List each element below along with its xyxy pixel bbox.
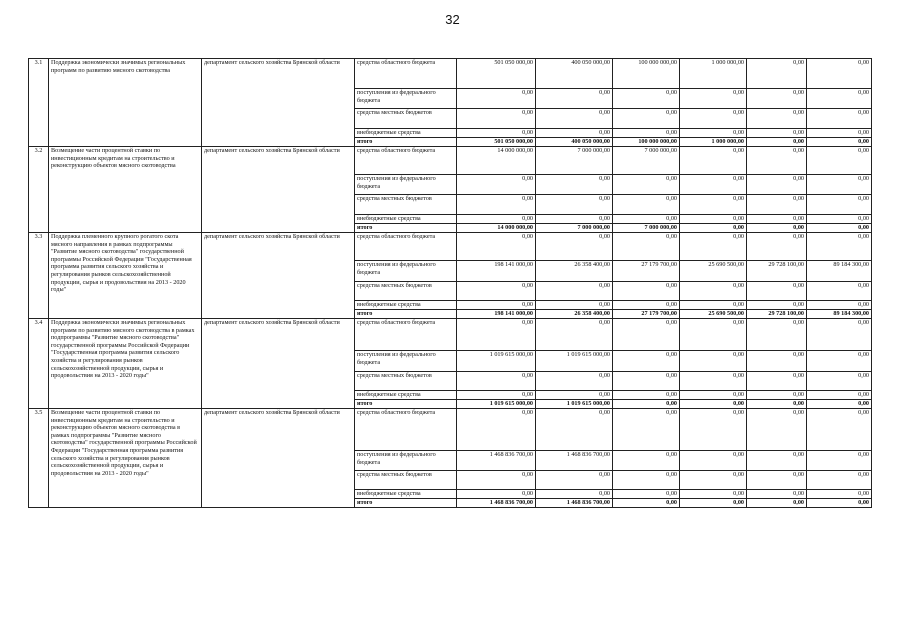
amount-cell: 0,00 <box>680 471 747 490</box>
funding-source-label: внебюджетные средства <box>355 391 457 400</box>
funding-source-label: средства местных бюджетов <box>355 372 457 391</box>
funding-source-label: поступления из федерального бюджета <box>355 261 457 282</box>
amount-cell: 0,00 <box>680 282 747 301</box>
amount-cell: 0,00 <box>807 175 872 195</box>
amount-cell: 0,00 <box>680 499 747 508</box>
amount-cell: 14 000 000,00 <box>457 224 536 233</box>
amount-cell: 0,00 <box>807 471 872 490</box>
amount-cell: 0,00 <box>680 215 747 224</box>
funding-source-label: средства областного бюджета <box>355 319 457 351</box>
amount-cell: 400 050 000,00 <box>536 138 613 147</box>
amount-cell: 0,00 <box>680 89 747 109</box>
amount-cell: 100 000 000,00 <box>613 59 680 89</box>
amount-cell: 27 179 700,00 <box>613 261 680 282</box>
funding-source-label: поступления из федерального бюджета <box>355 351 457 372</box>
funding-source-label: средства местных бюджетов <box>355 109 457 129</box>
funding-source-label: итого <box>355 138 457 147</box>
amount-cell: 0,00 <box>613 109 680 129</box>
amount-cell: 26 358 400,00 <box>536 261 613 282</box>
amount-cell: 0,00 <box>680 224 747 233</box>
amount-cell: 0,00 <box>613 301 680 310</box>
amount-cell: 0,00 <box>536 195 613 215</box>
amount-cell: 501 050 000,00 <box>457 138 536 147</box>
amount-cell: 0,00 <box>536 89 613 109</box>
amount-cell: 0,00 <box>747 319 807 351</box>
amount-cell: 0,00 <box>613 233 680 261</box>
executor: департамент сельского хозяйства Брянской области <box>202 59 355 147</box>
amount-cell: 0,00 <box>747 147 807 175</box>
amount-cell: 0,00 <box>747 175 807 195</box>
amount-cell: 0,00 <box>807 372 872 391</box>
amount-cell: 0,00 <box>680 129 747 138</box>
row-index: 3.2 <box>29 147 49 233</box>
amount-cell: 0,00 <box>457 175 536 195</box>
amount-cell: 7 000 000,00 <box>536 224 613 233</box>
funding-source-label: средства местных бюджетов <box>355 282 457 301</box>
amount-cell: 0,00 <box>536 233 613 261</box>
amount-cell: 0,00 <box>457 109 536 129</box>
amount-cell: 198 141 000,00 <box>457 261 536 282</box>
amount-cell: 0,00 <box>747 372 807 391</box>
amount-cell: 0,00 <box>747 89 807 109</box>
amount-cell: 0,00 <box>807 490 872 499</box>
amount-cell: 0,00 <box>536 372 613 391</box>
amount-cell: 0,00 <box>536 391 613 400</box>
amount-cell: 0,00 <box>613 499 680 508</box>
amount-cell: 0,00 <box>747 351 807 372</box>
amount-cell: 1 019 615 000,00 <box>457 351 536 372</box>
amount-cell: 0,00 <box>807 233 872 261</box>
amount-cell: 0,00 <box>747 499 807 508</box>
amount-cell: 0,00 <box>613 490 680 499</box>
amount-cell: 0,00 <box>680 451 747 471</box>
amount-cell: 0,00 <box>457 490 536 499</box>
amount-cell: 0,00 <box>680 409 747 451</box>
amount-cell: 0,00 <box>807 391 872 400</box>
amount-cell: 0,00 <box>613 451 680 471</box>
amount-cell: 0,00 <box>680 490 747 499</box>
amount-cell: 100 000 000,00 <box>613 138 680 147</box>
amount-cell: 1 468 836 700,00 <box>536 499 613 508</box>
amount-cell: 0,00 <box>680 233 747 261</box>
amount-cell: 0,00 <box>807 351 872 372</box>
amount-cell: 7 000 000,00 <box>613 147 680 175</box>
amount-cell: 0,00 <box>680 109 747 129</box>
row-index: 3.1 <box>29 59 49 147</box>
amount-cell: 0,00 <box>457 215 536 224</box>
funding-source-label: внебюджетные средства <box>355 129 457 138</box>
amount-cell: 0,00 <box>680 391 747 400</box>
funding-source-label: поступления из федерального бюджета <box>355 451 457 471</box>
amount-cell: 0,00 <box>807 215 872 224</box>
funding-source-label: средства областного бюджета <box>355 233 457 261</box>
amount-cell: 0,00 <box>536 109 613 129</box>
amount-cell: 25 690 500,00 <box>680 310 747 319</box>
amount-cell: 89 184 300,00 <box>807 261 872 282</box>
amount-cell: 0,00 <box>613 351 680 372</box>
amount-cell: 1 000 000,00 <box>680 59 747 89</box>
amount-cell: 0,00 <box>457 233 536 261</box>
amount-cell: 0,00 <box>536 282 613 301</box>
amount-cell: 400 050 000,00 <box>536 59 613 89</box>
amount-cell: 0,00 <box>457 391 536 400</box>
measure-description: Поддержка экономически значимых региональных программ по развитию мясного скотоводства в рамках подпрограммы "Развитие мясного скотоводства" государственной программы Российской Федерации "Государственная программа развития сельского хозяйства и регулирования рынков сельскохозяйственной продукции, сырья и продовольствия на 2013 - 2020 годы" <box>49 319 202 409</box>
funding-source-label: итого <box>355 400 457 409</box>
amount-cell: 0,00 <box>536 175 613 195</box>
measure-description: Поддержка племенного крупного рогатого скота мясного направления в рамках подпрограммы "Развитие мясного скотоводства" государственной программы Российской Федерации "Государственная программа развития сельского хозяйства и регулирования рынков сельскохозяйственной продукции, сырья и продовольствия на 2013 - 2020 годы" <box>49 233 202 319</box>
amount-cell: 1 019 615 000,00 <box>536 351 613 372</box>
measure-description: Возмещение части процентной ставки по инвестиционным кредитам на строительство и реконструкцию объектов мясного скотоводства в рамках подпрограммы "Развитие мясного скотоводства" государственной программы Российской Федерации "Государственная программа развития сельского хозяйства и регулирования рынков сельскохозяйственной продукции, сырья и продовольствия на 2013 - 2020 годы" <box>49 409 202 508</box>
executor: департамент сельского хозяйства Брянской области <box>202 147 355 233</box>
row-index: 3.4 <box>29 319 49 409</box>
table-body <box>29 59 872 508</box>
amount-cell: 0,00 <box>747 409 807 451</box>
amount-cell: 0,00 <box>457 319 536 351</box>
amount-cell: 0,00 <box>613 471 680 490</box>
amount-cell: 1 468 836 700,00 <box>457 499 536 508</box>
amount-cell: 0,00 <box>613 89 680 109</box>
amount-cell: 0,00 <box>613 391 680 400</box>
amount-cell: 0,00 <box>457 301 536 310</box>
amount-cell: 0,00 <box>747 215 807 224</box>
measure-description: Возмещение части процентной ставки по инвестиционным кредитам на строительство и реконструкцию объектов мясного скотоводства <box>49 147 202 233</box>
amount-cell: 0,00 <box>807 499 872 508</box>
measure-description: Поддержка экономически значимых региональных программ по развитию мясного скотоводства <box>49 59 202 147</box>
amount-cell: 25 690 500,00 <box>680 261 747 282</box>
amount-cell: 0,00 <box>807 195 872 215</box>
table-row <box>29 59 872 89</box>
amount-cell: 0,00 <box>536 129 613 138</box>
amount-cell: 198 141 000,00 <box>457 310 536 319</box>
funding-source-label: средства местных бюджетов <box>355 195 457 215</box>
amount-cell: 0,00 <box>807 129 872 138</box>
amount-cell: 0,00 <box>536 301 613 310</box>
amount-cell: 1 019 615 000,00 <box>536 400 613 409</box>
table-row <box>29 319 872 351</box>
amount-cell: 0,00 <box>807 147 872 175</box>
amount-cell: 0,00 <box>536 490 613 499</box>
executor: департамент сельского хозяйства Брянской области <box>202 233 355 319</box>
amount-cell: 0,00 <box>747 129 807 138</box>
amount-cell: 1 019 615 000,00 <box>457 400 536 409</box>
amount-cell: 0,00 <box>747 451 807 471</box>
amount-cell: 0,00 <box>457 409 536 451</box>
amount-cell: 0,00 <box>747 471 807 490</box>
amount-cell: 0,00 <box>536 319 613 351</box>
executor: департамент сельского хозяйства Брянской области <box>202 319 355 409</box>
amount-cell: 0,00 <box>680 301 747 310</box>
amount-cell: 0,00 <box>807 89 872 109</box>
amount-cell: 501 050 000,00 <box>457 59 536 89</box>
amount-cell: 0,00 <box>457 89 536 109</box>
amount-cell: 29 728 100,00 <box>747 261 807 282</box>
amount-cell: 0,00 <box>680 400 747 409</box>
funding-source-label: средства областного бюджета <box>355 59 457 89</box>
funding-source-label: итого <box>355 310 457 319</box>
amount-cell: 7 000 000,00 <box>536 147 613 175</box>
amount-cell: 0,00 <box>747 490 807 499</box>
funding-source-label: средства областного бюджета <box>355 409 457 451</box>
amount-cell: 0,00 <box>747 59 807 89</box>
amount-cell: 0,00 <box>747 224 807 233</box>
table-row <box>29 233 872 261</box>
amount-cell: 0,00 <box>807 451 872 471</box>
amount-cell: 0,00 <box>680 319 747 351</box>
amount-cell: 0,00 <box>747 138 807 147</box>
amount-cell: 0,00 <box>807 301 872 310</box>
page-number: 32 <box>445 12 460 27</box>
amount-cell: 0,00 <box>613 409 680 451</box>
executor: департамент сельского хозяйства Брянской области <box>202 409 355 508</box>
amount-cell: 0,00 <box>747 233 807 261</box>
amount-cell: 0,00 <box>807 59 872 89</box>
funding-source-label: средства местных бюджетов <box>355 471 457 490</box>
amount-cell: 0,00 <box>613 195 680 215</box>
amount-cell: 0,00 <box>613 129 680 138</box>
amount-cell: 0,00 <box>807 224 872 233</box>
funding-source-label: поступления из федерального бюджета <box>355 175 457 195</box>
funding-source-label: итого <box>355 499 457 508</box>
amount-cell: 7 000 000,00 <box>613 224 680 233</box>
amount-cell: 0,00 <box>613 319 680 351</box>
amount-cell: 0,00 <box>536 409 613 451</box>
amount-cell: 0,00 <box>680 147 747 175</box>
amount-cell: 29 728 100,00 <box>747 310 807 319</box>
amount-cell: 0,00 <box>807 109 872 129</box>
budget-table <box>28 58 872 508</box>
amount-cell: 0,00 <box>536 215 613 224</box>
amount-cell: 1 468 836 700,00 <box>536 451 613 471</box>
amount-cell: 0,00 <box>457 471 536 490</box>
amount-cell: 0,00 <box>457 372 536 391</box>
amount-cell: 0,00 <box>613 175 680 195</box>
amount-cell: 26 358 400,00 <box>536 310 613 319</box>
amount-cell: 0,00 <box>613 400 680 409</box>
amount-cell: 1 000 000,00 <box>680 138 747 147</box>
amount-cell: 0,00 <box>747 282 807 301</box>
funding-source-label: средства областного бюджета <box>355 147 457 175</box>
row-index: 3.5 <box>29 409 49 508</box>
amount-cell: 0,00 <box>680 175 747 195</box>
amount-cell: 0,00 <box>747 301 807 310</box>
amount-cell: 0,00 <box>613 215 680 224</box>
row-index: 3.3 <box>29 233 49 319</box>
amount-cell: 89 184 300,00 <box>807 310 872 319</box>
amount-cell: 0,00 <box>747 400 807 409</box>
amount-cell: 0,00 <box>536 471 613 490</box>
amount-cell: 0,00 <box>807 138 872 147</box>
funding-source-label: поступления из федерального бюджета <box>355 89 457 109</box>
amount-cell: 0,00 <box>747 391 807 400</box>
amount-cell: 0,00 <box>680 372 747 391</box>
amount-cell: 0,00 <box>807 319 872 351</box>
amount-cell: 0,00 <box>807 409 872 451</box>
amount-cell: 14 000 000,00 <box>457 147 536 175</box>
amount-cell: 1 468 836 700,00 <box>457 451 536 471</box>
amount-cell: 0,00 <box>680 195 747 215</box>
funding-source-label: внебюджетные средства <box>355 301 457 310</box>
amount-cell: 0,00 <box>613 282 680 301</box>
amount-cell: 0,00 <box>747 109 807 129</box>
amount-cell: 0,00 <box>457 129 536 138</box>
amount-cell: 27 179 700,00 <box>613 310 680 319</box>
funding-source-label: внебюджетные средства <box>355 215 457 224</box>
amount-cell: 0,00 <box>747 195 807 215</box>
amount-cell: 0,00 <box>613 372 680 391</box>
table-row <box>29 409 872 451</box>
amount-cell: 0,00 <box>680 351 747 372</box>
funding-source-label: внебюджетные средства <box>355 490 457 499</box>
funding-source-label: итого <box>355 224 457 233</box>
amount-cell: 0,00 <box>807 282 872 301</box>
amount-cell: 0,00 <box>457 282 536 301</box>
amount-cell: 0,00 <box>807 400 872 409</box>
amount-cell: 0,00 <box>457 195 536 215</box>
table-row <box>29 147 872 175</box>
